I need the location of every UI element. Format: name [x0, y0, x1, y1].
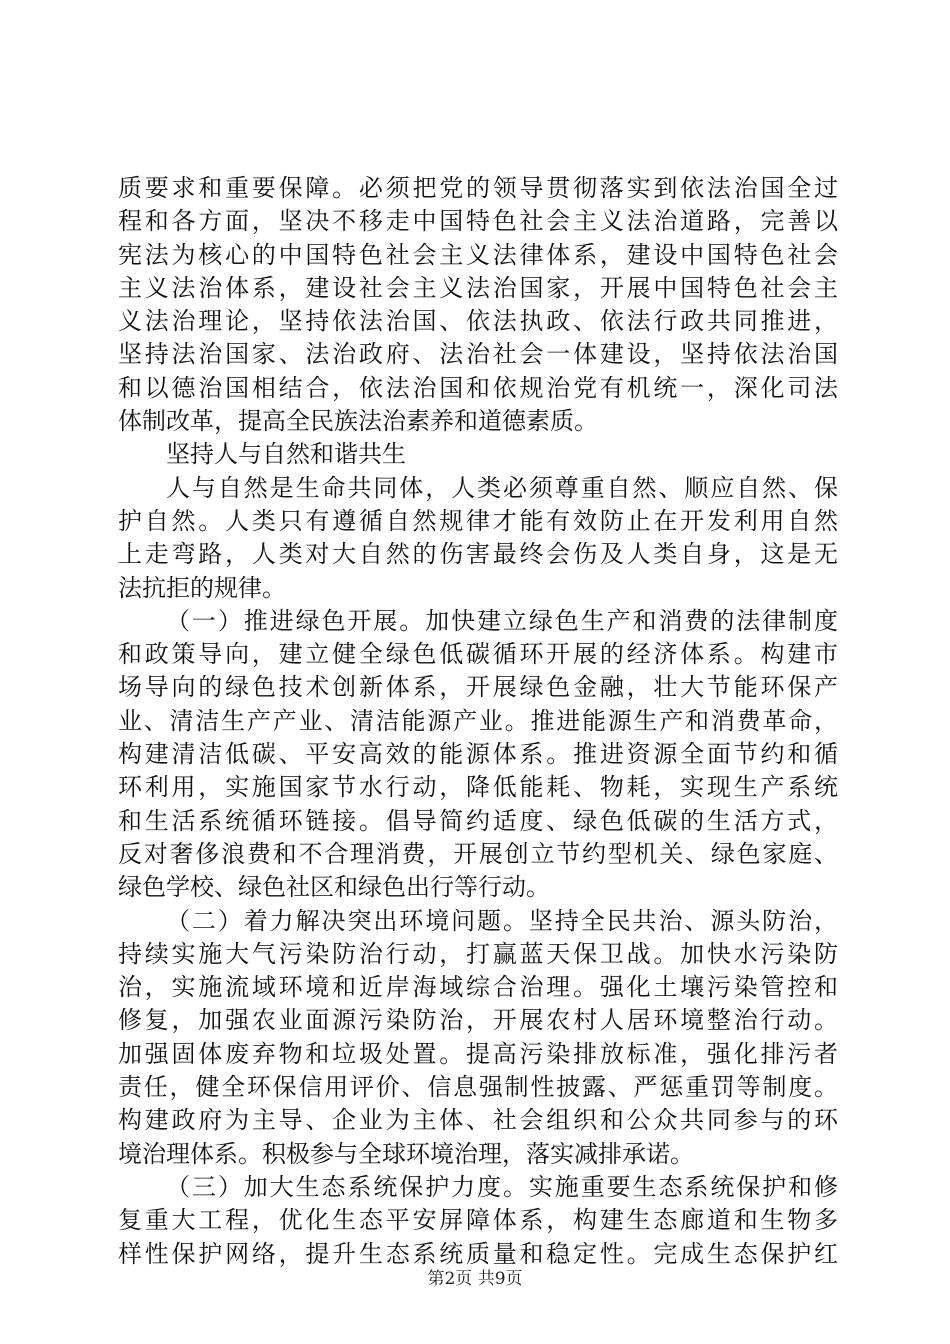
- text-line: （二）着力解决突出环境问题。坚持全民共治、源头防治，: [166, 906, 838, 935]
- text-line: 构建政府为主导、企业为主体、社会组织和公众共同参与的环: [118, 1106, 838, 1135]
- text-line: 坚持法治国家、法治政府、法治社会一体建设，坚持依法治国: [118, 340, 838, 369]
- text-line: 反对奢侈浪费和不合理消费，开展创立节约型机关、绿色家庭、: [118, 839, 838, 868]
- text-line: 加强固体废弃物和垃圾处置。提高污染排放标准，强化排污者: [118, 1039, 838, 1068]
- text-line: 环利用，实施国家节水行动，降低能耗、物耗，实现生产系统: [118, 773, 838, 802]
- text-line: 和政策导向，建立健全绿色低碳循环开展的经济体系。构建市: [118, 640, 838, 669]
- document-body: [118, 172, 838, 1271]
- text-line: 持续实施大气污染防治行动，打赢蓝天保卫战。加快水污染防: [118, 939, 838, 968]
- text-line: （三）加大生态系统保护力度。实施重要生态系统保护和修: [166, 1172, 838, 1201]
- text-line: 业、清洁生产产业、清洁能源产业。推进能源生产和消费革命，: [118, 706, 838, 735]
- text-line: 和生活系统循环链接。倡导简约适度、绿色低碳的生活方式，: [118, 806, 838, 835]
- text-line: 责任，健全环保信用评价、信息强制性披露、严惩重罚等制度。: [118, 1073, 838, 1102]
- text-line: 和以德治国相结合，依法治国和依规治党有机统一，深化司法: [118, 373, 838, 402]
- text-line: 主义法治体系，建设社会主义法治国家，开展中国特色社会主: [118, 273, 838, 302]
- text-line: 上走弯路，人类对大自然的伤害最终会伤及人类自身，这是无: [118, 540, 838, 569]
- text-line: 质要求和重要保障。必须把党的领导贯彻落实到依法治国全过: [118, 174, 838, 202]
- text-line: 义法治理论，坚持依法治国、依法执政、依法行政共同推进，: [118, 307, 838, 336]
- text-line: 人与自然是生命共同体，人类必须尊重自然、顺应自然、保: [166, 473, 838, 502]
- text-line: 复重大工程，优化生态平安屏障体系，构建生态廊道和生物多: [118, 1206, 838, 1235]
- text-line: 样性保护网络，提升生态系统质量和稳定性。完成生态保护红: [118, 1239, 838, 1268]
- text-line: 法抗拒的规律。: [118, 573, 286, 602]
- text-line: 护自然。人类只有遵循自然规律才能有效防止在开发利用自然: [118, 506, 838, 535]
- text-line: 修复，加强农业面源污染防治，开展农村人居环境整治行动。: [118, 1006, 838, 1035]
- text-line: 宪法为核心的中国特色社会主义法律体系，建设中国特色社会: [118, 240, 838, 269]
- text-line: 治，实施流域环境和近岸海域综合治理。强化土壤污染管控和: [118, 973, 838, 1002]
- text-line: 坚持人与自然和谐共生: [166, 440, 406, 469]
- text-line: 绿色学校、绿色社区和绿色出行等行动。: [118, 873, 550, 902]
- text-line: 程和各方面，坚决不移走中国特色社会主义法治道路，完善以: [118, 207, 838, 236]
- text-line: 场导向的绿色技术创新体系，开展绿色金融，壮大节能环保产: [118, 673, 838, 702]
- text-line: （一）推进绿色开展。加快建立绿色生产和消费的法律制度: [166, 606, 838, 635]
- text-line: 境治理体系。积极参与全球环境治理，落实减排承诺。: [118, 1139, 694, 1168]
- text-line: 体制改革，提高全民族法治素养和道德素质。: [118, 407, 598, 436]
- page-footer: 第2页 共9页: [427, 1269, 523, 1289]
- text-line: 构建清洁低碳、平安高效的能源体系。推进资源全面节约和循: [118, 740, 838, 769]
